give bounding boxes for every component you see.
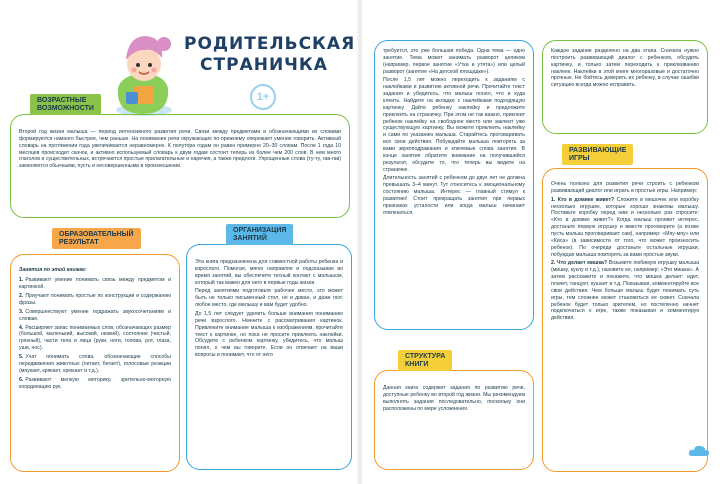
skill-text: Развивают мелкую моторику, зрительно-моторную координацию рук. [19,376,171,390]
skill-text: Совершенствуют умение подражать звукосочетаниям и словам. [19,308,171,322]
skill-item [19,325,171,352]
structure-tag: СТРУКТУРА КНИГИ [398,350,452,371]
skill-item [19,277,171,291]
skill-text: Развивают умение понимать связь между предметом и картинкой. [19,276,171,290]
org-paragraph: Длительность занятий с ребенком до двух лет не должна превышать 3–4 минут. Тут относитесь к эмоциональному состоянию малыша. Интерес — главный стимул к развитию! Стоит прекращать занятия при первых признаках усталости или когда малыш начинает отвлекаться. [383,175,525,216]
left-page [0,0,358,484]
games-tag: РАЗВИВАЮЩИЕ ИГРЫ [562,144,633,165]
org-paragraph: требуется, это уже большая победа. Одна тема — одно занятие. Тема может занимать разворот целиком (например, первое занятие «Утка и утята») или целый разворот (занятие «На детской площадке»). [383,48,525,75]
skill-number: 3. [19,308,24,315]
game1-text: Сложите в мешочек или коробку несколько игрушек, которые хорошо знакомы малышу. Поставьте коробку перед ним и несколько раз спросите: «Кто в домике живет?» Когда малыш проявит интерес, достаньте первую игрушку и вместе проговорите (а позже пусть малыш проговаривает сам), например: «Мяу-мяу» или «Киса» (в зависимости от того, что может произносить ребенок). По очереди достаньте остальные игрушки, побуждая малыша повторять за вами простые звуки. [551,196,699,258]
skill-number: 5. [19,354,24,361]
games-box [542,168,708,472]
edu-result-tag: ОБРАЗОВАТЕЛЬНЫЙ РЕЗУЛЬТАТ [52,228,141,249]
edu-result-box [10,254,180,472]
right-page [362,0,720,484]
age-capabilities-box [10,114,350,218]
structure-box [374,370,534,470]
games-intro: Очень полезно для развития речи строить с ребенком развивающий диалог или играть в простые игры. Например: [551,181,699,194]
skill-item [19,354,171,375]
skill-text: Расширяют запас понимаемых слов, обозначающих размер (большой, маленький, высокий, низкий), состояние (чистый, грязный), части тела и лица (руки, ноги, голова, рот, глаза, уши, нос). [19,324,171,352]
game2-title: 2. Что делает мишка? [551,260,608,267]
skills-list [19,277,171,391]
game1-title: 1. Кто в домике живет? [551,196,615,203]
skill-number: 2. [19,292,24,299]
age-capabilities-tag: ВОЗРАСТНЫЕ ВОЗМОЖНОСТИ [30,94,101,115]
skill-item [19,377,171,391]
edu-heading: Занятия по этой книжке: [19,267,87,273]
age-badge: 1+ [250,84,276,110]
org-continuation-box [374,40,534,330]
page-title: РОДИТЕЛЬСКАЯ СТРАНИЧКА [184,34,356,76]
skill-number: 6. [19,376,24,383]
stages-text: Каждое задание разделено на два этапа. Сначала нужно построить развивающий диалог с ребенком, обсудить картинку, и только затем переходить к приклеиванию наклеек. Наклейки в этой книге многоразовые и достаточно прочные. Не бойтесь доверить их ребенку, в случае ошибки ситуацию всегда можно исправить. [551,48,699,89]
structure-text: Данная книга содержит задания по развитию речи, доступные ребенку во второй год жизни. Мы рекомендуем выполнять задания последовательно, поскольку они расположены по мере усложнения. [383,385,525,412]
organization-tag: ОРГАНИЗАЦИЯ ЗАНЯТИЙ [226,224,293,245]
skill-number: 1. [19,276,24,283]
cloud-icon [688,444,710,458]
stages-box [542,40,708,134]
org-paragraph: После 1,5 лет можно переходить к заданиям с наклейками и развитию активной речи. Прочитайте текст задания и убедитесь, что малыш понял, что и куда клеить. Найдите на вкладке с наклейками подходящую картинку. Дайте ребенку наклейку и предложите приклеить на страничку. При этом не так важно, приклеит ребенок наклейку на свободное место или заклеит уже существующую картинку. Вы можете приклеить наклейку и сами по указанию малыша. Старайтесь проговаривать все свои действия. Побуждайте малыша повторять за вами звукоподражания и ключевые слова занятия. В конце занятия обратите внимание на получившийся результат, обсудите то, что теперь вы видите на страничке. [383,77,525,173]
skill-item [19,293,171,307]
organization-box [186,244,352,470]
org-paragraph: До 1,5 лет следует уделить больше внимания пониманию речи взрослого. Начните с рассматривания картинок. Привлеките внимание малыша к изображениям, прочитайте текст к картинке, но пока не просите приклеить наклейки. Обсудите с ребенком картинку, убедитесь, что малыш понял, о чем вы говорите. Если он отвечает на ваши вопросы и понимает, что от него [195,311,343,359]
org-paragraph: Эта книга предназначена для совместной работы ребенка и взрослого. Помогая, мягко направляя и подсказывая во время занятий, вы обеспечите тесный контакт с малышом, который так важен для него в первые годы жизни. [195,259,343,286]
skill-number: 4. [19,324,24,331]
baby-illustration [104,26,182,118]
skill-item [19,309,171,323]
age-capabilities-text: Второй год жизни малыша — период интенсивного развития речи. Связи между предметами и обозначающими их словами формируются намного быстрее, чем раньше. На понимание речи окружающих по-прежнему опережает умение говорить. Активный словарь на протяжении года увеличивается неравномерно. К полутора годам он равен примерно 20–30 словам. После 1 года 10 месяцев происходит скачок, и активно используемый словарь к двум годам состоит теперь из более чем 200 слов. В нем много глаголов и существительных, встречаются простые прилагательные и наречия, а также предлоги. Упрощенные слова (ту-ту, гав-гав) заменяются обычными, пусть и несовершенными в произношении. [19,129,341,170]
org-paragraph: Перед занятиями подготовьте рабочее место, это может быть не только письменный стол, но и диван, и даже пол: любое место, где малышу и вам будет удобно. [195,288,343,309]
game2-text: Возьмите любимую игрушку малыша (мишку, куклу и т.д.), назовите ее, например: «Это мишка». А затем расскажите и покажите, что мишка делает: идет, плачет, танцует, кушает и т.д. Показывая, комментируйте все свои действия. Чем больше малыш будет понимать суть игры, тем сложнее может становиться ее сюжет. Сначала ребенок будет только зрителем, но постепенно начнет подключаться к игре, также показывая и комментируя действия. [551,260,699,322]
skill-text: Учат понимать слова, обозначающие способы передвижения животных (летает, бегает), голосовые реакции (мяукает, крякает, хрюкает и т.д.). [19,354,171,374]
skill-text: Приучают понимать простые по конструкции и содержанию фразы. [19,292,171,306]
